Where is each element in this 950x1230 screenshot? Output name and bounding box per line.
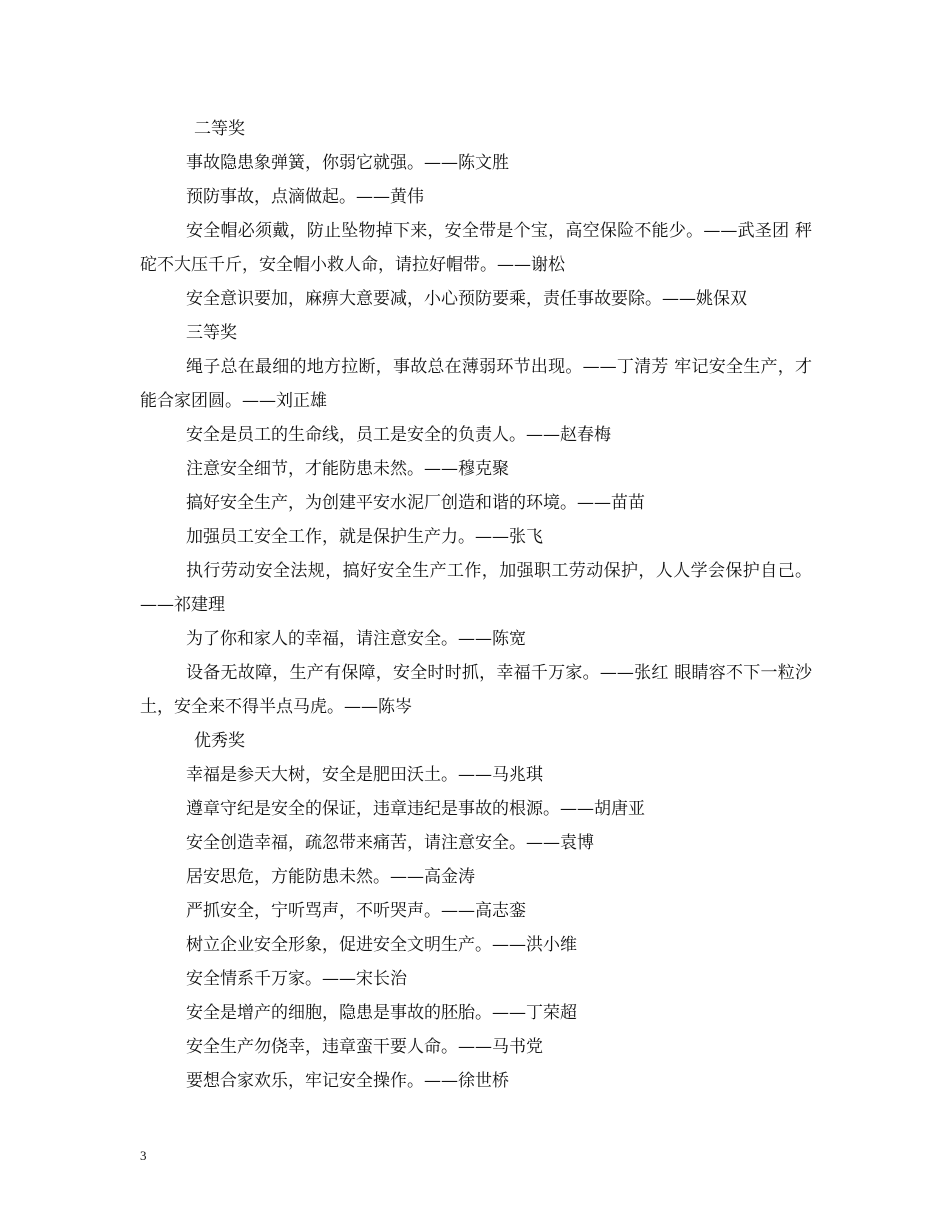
page-number: 3 xyxy=(140,1148,147,1163)
section-heading-third-prize: 三等奖 xyxy=(186,323,237,343)
slogan-paragraph: 居安思危，方能防患未然。——高金涛 xyxy=(186,867,475,887)
slogan-paragraph: 幸福是参天大树，安全是肥田沃土。——马兆琪 xyxy=(186,765,543,785)
slogan-paragraph: 事故隐患象弹簧，你弱它就强。——陈文胜 xyxy=(186,153,509,173)
slogan-paragraph: 遵章守纪是安全的保证，违章违纪是事故的根源。——胡唐亚 xyxy=(186,799,645,819)
slogan-paragraph: 严抓安全，宁听骂声，不听哭声。——高志銮 xyxy=(186,901,526,921)
slogan-paragraph: 注意安全细节，才能防患未然。——穆克聚 xyxy=(186,459,509,479)
section-heading-second-prize: 二等奖 xyxy=(194,119,245,139)
slogan-paragraph: 安全是增产的细胞，隐患是事故的胚胎。——丁荣超 xyxy=(186,1003,577,1023)
slogan-paragraph: 执行劳动安全法规，搞好安全生产工作，加强职工劳动保护，人人学会保护自己。——祁建理 xyxy=(140,561,812,615)
slogan-paragraph: 安全创造幸福，疏忽带来痛苦，请注意安全。——袁博 xyxy=(186,833,594,853)
document-body xyxy=(140,112,812,1098)
slogan-paragraph: 树立企业安全形象，促进安全文明生产。——洪小维 xyxy=(186,935,577,955)
slogan-paragraph: 安全生产勿侥幸，违章蛮干要人命。——马书党 xyxy=(186,1037,543,1057)
slogan-paragraph: 绳子总在最细的地方拉断，事故总在薄弱环节出现。——丁清芳 牢记安全生产，才能合家团圆。——刘正雄 xyxy=(140,357,812,411)
slogan-paragraph: 为了你和家人的幸福，请注意安全。——陈宽 xyxy=(186,629,526,649)
section-heading-excellence-prize: 优秀奖 xyxy=(194,731,245,751)
slogan-paragraph: 设备无故障，生产有保障，安全时时抓，幸福千万家。——张红 眼睛容不下一粒沙土，安全来不得半点马虎。——陈岑 xyxy=(140,663,812,717)
slogan-paragraph: 要想合家欢乐，牢记安全操作。——徐世桥 xyxy=(186,1071,509,1091)
slogan-paragraph: 预防事故，点滴做起。——黄伟 xyxy=(186,187,424,207)
slogan-paragraph: 加强员工安全工作，就是保护生产力。——张飞 xyxy=(186,527,543,547)
slogan-paragraph: 安全意识要加，麻痹大意要减，小心预防要乘，责任事故要除。——姚保双 xyxy=(186,289,747,309)
slogan-paragraph: 搞好安全生产，为创建平安水泥厂创造和谐的环境。——苗苗 xyxy=(186,493,645,513)
slogan-paragraph: 安全情系千万家。——宋长治 xyxy=(186,969,407,989)
slogan-paragraph: 安全是员工的生命线，员工是安全的负责人。——赵春梅 xyxy=(186,425,611,445)
slogan-paragraph: 安全帽必须戴，防止坠物掉下来，安全带是个宝，高空保险不能少。——武圣团 秤砣不大压千斤，安全帽小救人命，请拉好帽带。——谢松 xyxy=(140,221,812,275)
